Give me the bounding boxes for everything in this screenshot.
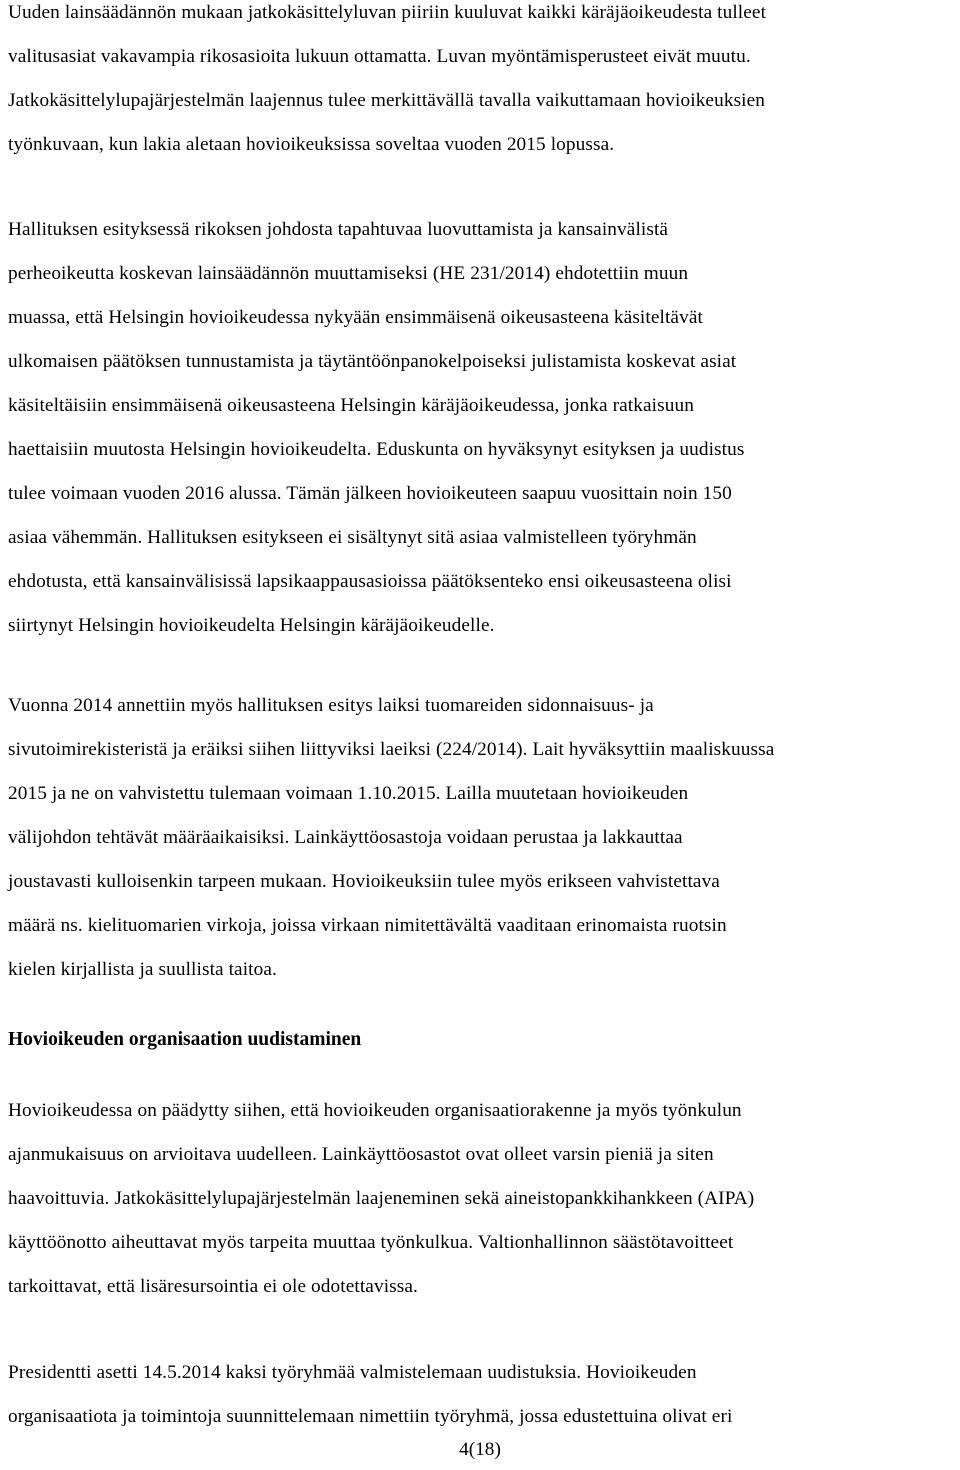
text-line: ajanmukaisuus on arvioitava uudelleen. Lainkäyttöosastot ovat olleet varsin pieniä ja siten: [8, 1144, 714, 1165]
text-line: Vuonna 2014 annettiin myös hallituksen esitys laiksi tuomareiden sidonnaisuus- ja: [8, 695, 654, 716]
text-line: haavoittuvia. Jatkokäsittelylupajärjestelmän laajeneminen sekä aineistopankkihankkeen (AIPA): [8, 1188, 755, 1209]
text-line: kielen kirjallista ja suullista taitoa.: [8, 959, 277, 980]
text-line: Hovioikeudessa on päädytty siihen, että hovioikeuden organisaatiorakenne ja myös työnkulun: [8, 1100, 742, 1121]
text-line: haettaisiin muutosta Helsingin hovioikeudelta. Eduskunta on hyväksynyt esityksen ja uudistus: [8, 439, 745, 460]
document-page: [8, 0, 952, 1470]
section-heading: Hovioikeuden organisaation uudistaminen: [8, 1029, 362, 1050]
text-line: 2015 ja ne on vahvistettu tulemaan voimaan 1.10.2015. Lailla muutetaan hovioikeuden: [8, 783, 689, 804]
text-line: käsiteltäisiin ensimmäisenä oikeusasteena Helsingin käräjäoikeudessa, jonka ratkaisuun: [8, 395, 694, 416]
text-line: asiaa vähemmän. Hallituksen esitykseen ei sisältynyt sitä asiaa valmistelleen työryhmän: [8, 527, 697, 548]
text-line: organisaatiota ja toimintoja suunnittelemaan nimettiin työryhmä, jossa edustettuina olivat eri: [8, 1406, 733, 1427]
text-line: ehdotusta, että kansainvälisissä lapsikaappausasioissa päätöksenteko ensi oikeusasteena olisi: [8, 571, 732, 592]
text-line: Hallituksen esityksessä rikoksen johdosta tapahtuvaa luovuttamista ja kansainvälistä: [8, 219, 669, 240]
paragraph-tuomareiden-sidonnaisuus: [8, 684, 774, 992]
paragraph-organisaatiorakenne: [8, 1089, 754, 1309]
text-line: siirtynyt Helsingin hovioikeudelta Helsingin käräjäoikeudelle.: [8, 615, 495, 636]
text-line: Jatkokäsittelylupajärjestelmän laajennus tulee merkittävällä tavalla vaikuttamaan hovioikeuksien: [8, 90, 766, 111]
paragraph-tyoryhmat: [8, 1351, 732, 1439]
paragraph-hallituksen-esitys: [8, 208, 744, 648]
text-line: määrä ns. kielituomarien virkoja, joissa virkaan nimitettävältä vaaditaan erinomaista ruotsin: [8, 915, 727, 936]
text-line: joustavasti kulloisenkin tarpeen mukaan. Hovioikeuksiin tulee myös erikseen vahvistettava: [8, 871, 720, 892]
text-line: valitusasiat vakavampia rikosasioita lukuun ottamatta. Luvan myöntämisperusteet eivät muutu.: [8, 46, 751, 67]
text-line: sivutoimirekisteristä ja eräiksi siihen liittyviksi laeiksi (224/2014). Lait hyväksyttiin maaliskuussa: [8, 739, 775, 760]
text-line: Uuden lainsäädännön mukaan jatkokäsittelyluvan piiriin kuuluvat kaikki käräjäoikeudesta tulleet: [8, 2, 767, 23]
text-line: työnkuvaan, kun lakia aletaan hovioikeuksissa soveltaa vuoden 2015 lopussa.: [8, 134, 615, 155]
text-line: Presidentti asetti 14.5.2014 kaksi työryhmää valmistelemaan uudistuksia. Hovioikeuden: [8, 1362, 697, 1383]
text-line: tarkoittavat, että lisäresursointia ei ole odotettavissa.: [8, 1276, 418, 1297]
text-line: perheoikeutta koskevan lainsäädännön muuttamiseksi (HE 231/2014) ehdotettiin muun: [8, 263, 689, 284]
text-line: ulkomaisen päätöksen tunnustamista ja täytäntöönpanokelpoiseksi julistamista koskevat asiat: [8, 351, 737, 372]
paragraph-jatkokasittelylupa: [8, 0, 766, 167]
page-number: 4(18): [459, 1439, 501, 1460]
text-line: käyttöönotto aiheuttavat myös tarpeita muuttaa työnkulkua. Valtionhallinnon säästötavoitteet: [8, 1232, 734, 1253]
text-line: tulee voimaan vuoden 2016 alussa. Tämän jälkeen hovioikeuteen saapuu vuosittain noin 150: [8, 483, 732, 504]
text-line: välijohdon tehtävät määräaikaisiksi. Lainkäyttöosastoja voidaan perustaa ja lakkauttaa: [8, 827, 683, 848]
text-line: muassa, että Helsingin hovioikeudessa nykyään ensimmäisenä oikeusasteena käsiteltävät: [8, 307, 703, 328]
